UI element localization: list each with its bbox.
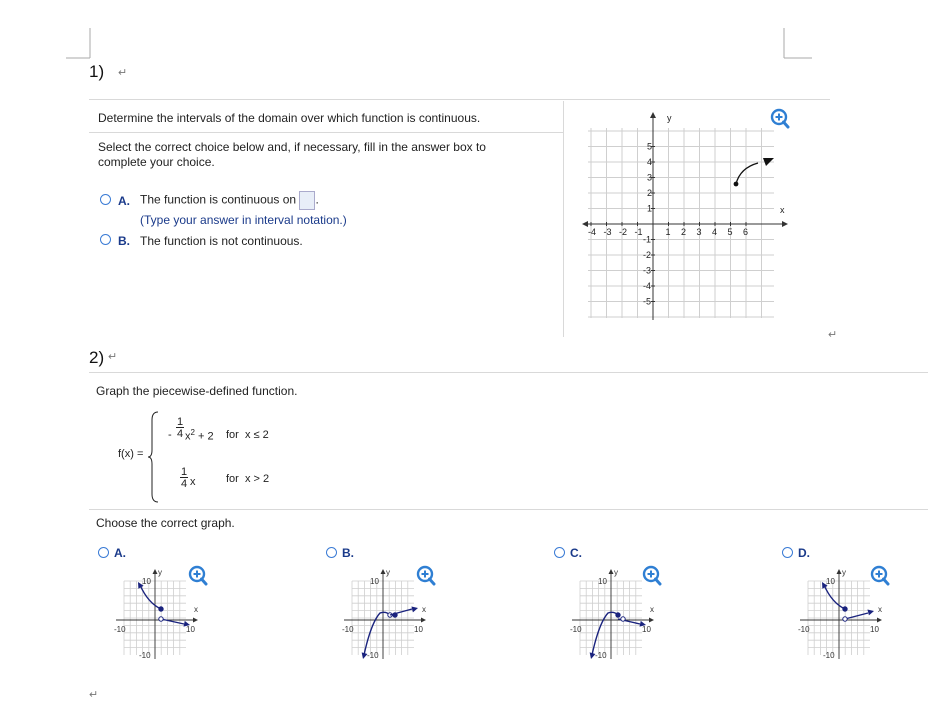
y-max-label: 10 — [598, 577, 607, 586]
fx-label: f(x) = — [118, 448, 144, 460]
closed-point — [843, 607, 847, 611]
x-axis-arrow — [421, 618, 426, 623]
q1-choice-a-letter: A. — [118, 194, 130, 208]
paragraph-mark: ↵ — [828, 329, 838, 341]
x-tick-label: -3 — [603, 227, 612, 237]
x-min-label: -10 — [798, 625, 810, 634]
x-tick-label: 4 — [712, 227, 718, 237]
x-tick-label: 6 — [743, 227, 749, 237]
y-axis-label: y — [386, 568, 390, 577]
x-max-label: 10 — [642, 625, 651, 634]
q2-option-a-letter: A. — [114, 546, 126, 560]
q1-choice-b-text: The function is not continuous. — [140, 234, 303, 248]
q1-x-axis-label: x — [780, 205, 785, 215]
open-point — [621, 617, 625, 621]
q2-option-b-letter: B. — [342, 546, 354, 560]
q1-function-curve — [736, 163, 758, 184]
question-1-number: 1) — [89, 62, 105, 81]
y-tick-label: 5 — [647, 141, 653, 152]
q2-choose-text: Choose the correct graph. — [96, 516, 235, 530]
x-tick-label: -2 — [619, 227, 628, 237]
y-axis-arrow — [153, 569, 158, 574]
x-axis-label: x — [422, 605, 426, 614]
y-tick-label: 4 — [647, 157, 653, 167]
y-min-label: -10 — [367, 651, 379, 660]
q1-closed-point — [734, 182, 739, 187]
q1-choice-a-radio[interactable] — [100, 194, 111, 205]
y-max-label: 10 — [826, 577, 835, 586]
y-tick-label: -1 — [643, 234, 652, 245]
q1-instruction: Select the correct choice below and, if necessary, fill in the answer box to complete your choice. — [98, 140, 486, 169]
x-max-label: 10 — [414, 625, 423, 634]
curve-arrow — [411, 607, 418, 613]
q1-answer-input[interactable] — [299, 191, 315, 210]
x-tick-label: 3 — [696, 227, 702, 237]
x-max-label: 10 — [870, 625, 879, 634]
piece1-expression: $x^2 + 2$ — [185, 428, 214, 443]
y-tick-label: -3 — [643, 265, 652, 276]
q2-option-d-radio[interactable] — [782, 547, 793, 558]
y-max-label: 10 — [370, 577, 379, 586]
piece2-fraction: 1 4 — [180, 466, 188, 490]
q1-graph — [582, 110, 802, 322]
x-tick-label: -4 — [588, 227, 597, 237]
q2-function-definition — [118, 410, 318, 505]
x-tick-label: 2 — [681, 227, 687, 237]
y-min-label: -10 — [595, 651, 607, 660]
x-axis-arrow — [782, 221, 788, 227]
x-axis-arrow — [877, 618, 882, 623]
paragraph-mark: ↵ — [118, 67, 128, 79]
y-tick-label: -5 — [643, 296, 652, 307]
zoom-in-icon[interactable] — [416, 565, 436, 587]
q1-prompt: Determine the intervals of the domain over which function is continuous. — [98, 111, 481, 125]
piece1-fraction: 1 4 — [176, 416, 184, 440]
q1-grid — [582, 112, 788, 320]
x-min-label: -10 — [342, 625, 354, 634]
y-axis-arrow — [837, 569, 842, 574]
x-min-label: -10 — [114, 625, 126, 634]
y-min-label: -10 — [823, 651, 835, 660]
q2-option-b-radio[interactable] — [326, 547, 337, 558]
q1-choice-a-hint: (Type your answer in interval notation.) — [140, 213, 347, 227]
y-tick-label: -2 — [643, 250, 652, 260]
y-axis-label: y — [158, 568, 162, 577]
paragraph-mark: ↵ — [89, 689, 99, 701]
y-tick-label: 3 — [647, 172, 653, 183]
question-2-number: 2) — [89, 348, 105, 367]
paragraph-mark: ↵ — [108, 351, 118, 363]
y-min-label: -10 — [139, 651, 151, 660]
x-axis-label: x — [650, 605, 654, 614]
x-axis-arrow — [649, 618, 654, 623]
y-tick-label: 1 — [647, 203, 653, 214]
x-axis-arrow — [193, 618, 198, 623]
x-tick-label: 1 — [665, 227, 671, 237]
q2-option-c-radio[interactable] — [554, 547, 565, 558]
y-tick-label: 2 — [647, 188, 653, 198]
q1-choice-a-text: The function is continuous on . — [140, 191, 319, 210]
q2-prompt: Graph the piecewise-defined function. — [96, 384, 298, 398]
q1-choice-b-letter: B. — [118, 234, 130, 248]
brace — [148, 410, 160, 504]
page-corner-top-left — [66, 28, 92, 60]
q1-y-axis-label: y — [667, 113, 672, 123]
closed-point — [616, 613, 620, 617]
curve-arrow — [867, 610, 874, 616]
zoom-in-icon[interactable] — [642, 565, 662, 587]
x-min-label: -10 — [570, 625, 582, 634]
x-max-label: 10 — [186, 625, 195, 634]
divider — [89, 372, 928, 373]
y-axis-arrow — [381, 569, 386, 574]
zoom-in-icon[interactable] — [188, 565, 208, 587]
q2-option-d-letter: D. — [798, 546, 810, 560]
x-tick-label: 5 — [727, 227, 733, 237]
piece1-minus: - — [168, 429, 172, 441]
q1-choice-b-radio[interactable] — [100, 234, 111, 245]
y-axis-label: y — [842, 568, 846, 577]
piece2-expression: x — [190, 476, 196, 488]
y-max-label: 10 — [142, 577, 151, 586]
zoom-in-icon[interactable] — [870, 565, 890, 587]
open-point — [843, 617, 847, 621]
piece2-condition: for x > 2 — [226, 473, 270, 485]
y-axis-label: y — [614, 568, 618, 577]
q2-option-c-letter: C. — [570, 546, 582, 560]
x-axis-label: x — [878, 605, 882, 614]
open-point — [159, 617, 163, 621]
divider — [89, 99, 830, 100]
q2-option-a-radio[interactable] — [98, 547, 109, 558]
x-tick-label: -1 — [634, 227, 643, 237]
y-tick-label: -4 — [643, 281, 652, 291]
divider — [89, 509, 928, 510]
panel-divider — [563, 101, 564, 337]
closed-point — [159, 607, 163, 611]
divider — [89, 132, 563, 133]
closed-point — [393, 613, 397, 617]
zoom-in-icon[interactable] — [770, 108, 790, 130]
x-axis-label: x — [194, 605, 198, 614]
piece1-condition: for x ≤ 2 — [226, 429, 269, 441]
y-axis-arrow — [650, 112, 656, 118]
y-axis-arrow — [609, 569, 614, 574]
page-corner-top-right — [782, 28, 812, 60]
